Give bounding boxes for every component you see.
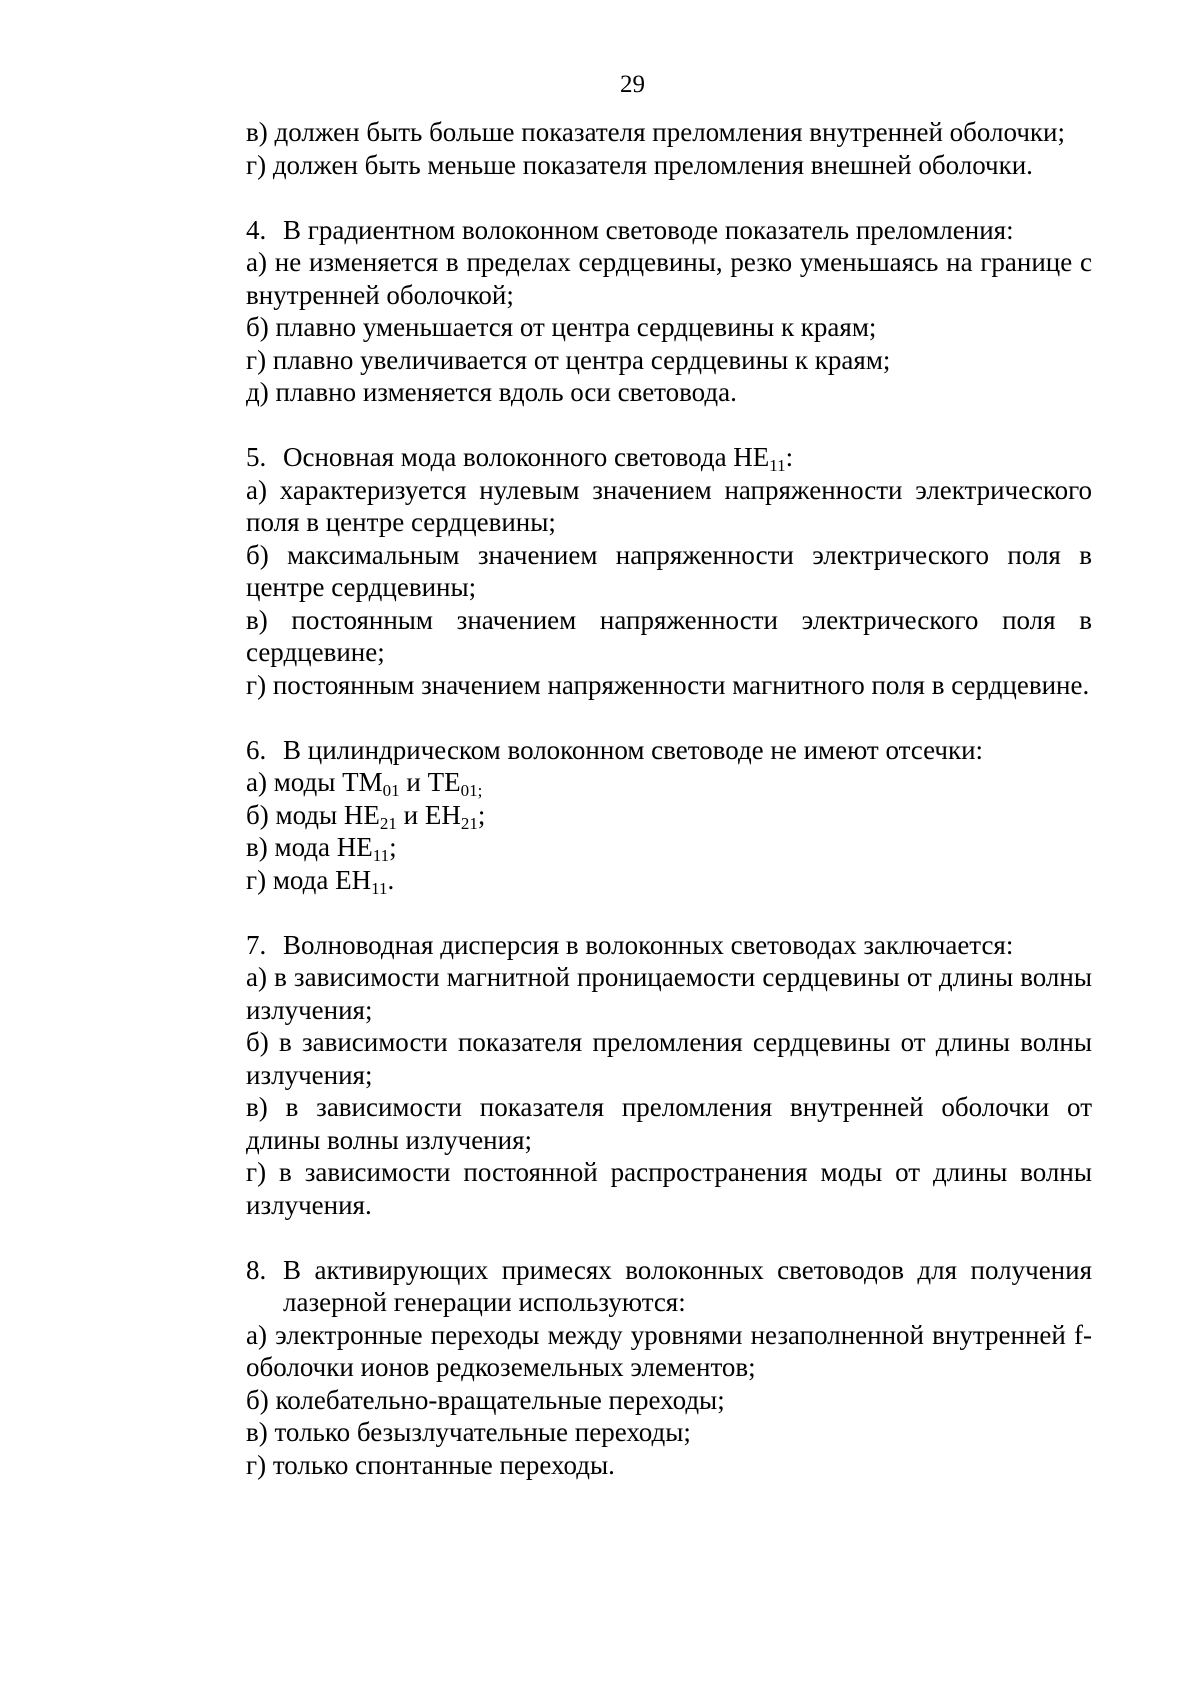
- answer-option: г) плавно увеличивается от центра сердцевины к краям;: [246, 344, 1092, 377]
- document-body: [246, 116, 1092, 1481]
- answer-option: а) моды TM01 и TE01;: [246, 766, 1092, 799]
- answer-option: в) должен быть больше показателя преломления внутренней оболочки;: [246, 116, 1092, 149]
- question-text: Волноводная дисперсия в волоконных световодах заключается:: [283, 929, 1092, 962]
- answer-option: а) в зависимости магнитной проницаемости сердцевины от длины волны излучения;: [246, 961, 1092, 1026]
- answer-option: б) в зависимости показателя преломления сердцевины от длины волны излучения;: [246, 1026, 1092, 1091]
- question-number: 8.: [246, 1254, 283, 1319]
- answer-option: д) плавно изменяется вдоль оси световода.: [246, 376, 1092, 409]
- answer-option: б) колебательно-вращательные переходы;: [246, 1384, 1092, 1417]
- answer-option: в) мода HE11;: [246, 831, 1092, 864]
- question-number: 6.: [246, 734, 283, 767]
- question-4: [246, 214, 1092, 247]
- answer-option: б) плавно уменьшается от центра сердцевины к краям;: [246, 311, 1092, 344]
- question-8: [246, 1254, 1092, 1319]
- answer-option: г) должен быть меньше показателя преломления внешней оболочки.: [246, 149, 1092, 182]
- question-text: В активирующих примесях волоконных световодов для получения лазерной генерации используются:: [283, 1254, 1092, 1319]
- answer-option: а) не изменяется в пределах сердцевины, резко уменьшаясь на границе с внутренней оболочкой;: [246, 246, 1092, 311]
- question-5: [246, 441, 1092, 474]
- answer-option: г) в зависимости постоянной распространения моды от длины волны излучения.: [246, 1156, 1092, 1221]
- answer-option: г) только спонтанные переходы.: [246, 1449, 1092, 1482]
- question-text: В цилиндрическом волоконном световоде не имеют отсечки:: [283, 734, 1092, 767]
- answer-option: в) только безызлучательные переходы;: [246, 1416, 1092, 1449]
- answer-option: г) постоянным значением напряженности магнитного поля в сердцевине.: [246, 669, 1092, 702]
- answer-option: а) характеризуется нулевым значением напряженности электрического поля в центре сердцевины;: [246, 474, 1092, 539]
- answer-option: в) в зависимости показателя преломления внутренней оболочки от длины волны излучения;: [246, 1091, 1092, 1156]
- question-6: [246, 734, 1092, 767]
- question-number: 4.: [246, 214, 283, 247]
- page-number: 29: [0, 70, 1200, 100]
- question-number: 7.: [246, 929, 283, 962]
- question-7: [246, 929, 1092, 962]
- question-text: Основная мода волоконного световода HE11:: [283, 441, 1092, 474]
- answer-option: в) постоянным значением напряженности электрического поля в сердцевине;: [246, 604, 1092, 669]
- answer-option: б) максимальным значением напряженности электрического поля в центре сердцевины;: [246, 539, 1092, 604]
- question-text: В градиентном волоконном световоде показатель преломления:: [283, 214, 1092, 247]
- question-number: 5.: [246, 441, 283, 474]
- answer-option: а) электронные переходы между уровнями незаполненной внутренней f-оболочки ионов редкоземельных элементов;: [246, 1319, 1092, 1384]
- answer-option: б) моды HE21 и EH21;: [246, 799, 1092, 832]
- answer-option: г) мода EH11.: [246, 864, 1092, 897]
